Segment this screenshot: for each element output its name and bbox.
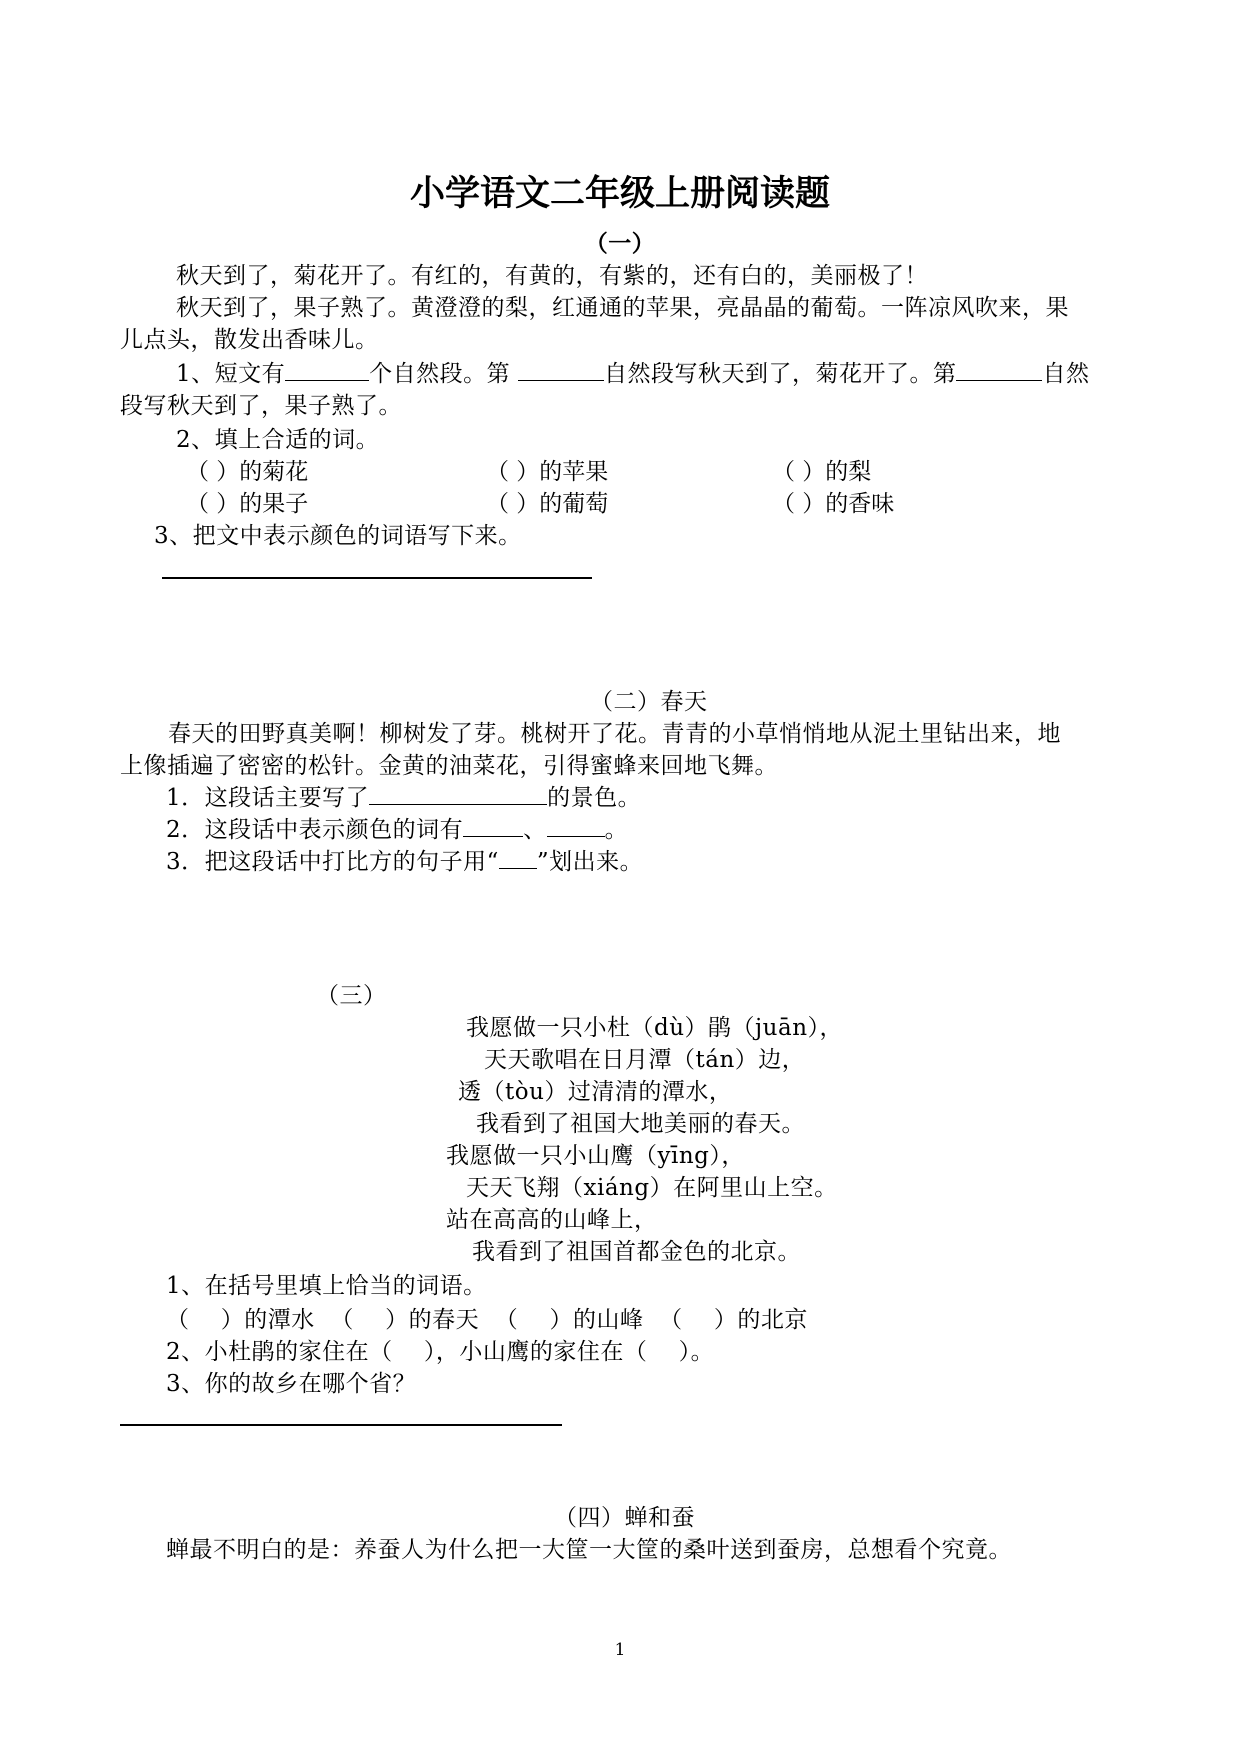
section1-para1: 秋天到了，菊花开了。有红的，有黄的，有紫的，还有白的，美丽极了！	[176, 263, 928, 289]
section1-question1-line2: 段写秋天到了，果子熟了。	[120, 393, 402, 419]
poem-line-6: 天天飞翔（xiáng）在阿里山上空。	[466, 1175, 838, 1201]
section1-para2-line2: 儿点头，散发出香味儿。	[120, 327, 379, 353]
s2-q1-blank[interactable]	[369, 782, 547, 805]
page-title: 小学语文二年级上册阅读题	[409, 173, 830, 214]
section4-para: 蝉最不明白的是：养蚕人为什么把一大筐一大筐的桑叶送到蚕房，总想看个究竟。	[166, 1537, 1012, 1563]
fill-item-chrysanthemum[interactable]: （ ）的菊花	[186, 459, 309, 485]
section4-heading: （四）蝉和蚕	[554, 1505, 695, 1531]
fill-item-grape[interactable]: （ ）的葡萄	[486, 491, 609, 517]
fill-item-fragrance[interactable]: （ ）的香味	[772, 491, 895, 517]
fill-item-fruit[interactable]: （ ）的果子	[186, 491, 309, 517]
q1-blank-para-a[interactable]	[518, 358, 604, 381]
s2-q2-blank-1[interactable]	[463, 814, 523, 837]
s2-q3-underline-sample	[499, 846, 537, 869]
s2-q2-text-b: 、	[523, 817, 547, 843]
poem-line-1: 我愿做一只小杜（dù）鹃（juān），	[466, 1015, 844, 1041]
s2-q2-text-a: 2．这段话中表示颜色的词有	[166, 817, 464, 843]
s2-q2-text-c: 。	[604, 817, 629, 843]
section2-question3	[166, 846, 643, 878]
s2-q1-text-b: 的景色。	[547, 785, 642, 811]
section1-question2: 2、填上合适的词。	[176, 427, 380, 453]
section2-para-line2: 上像插遍了密密的松针。金黄的油菜花，引得蜜蜂来回地飞舞。	[120, 753, 778, 779]
section1-question3: 3、把文中表示颜色的词语写下来。	[154, 523, 522, 549]
section1-heading: （一）	[584, 230, 656, 257]
section1-para2-line1: 秋天到了，果子熟了。黄澄澄的梨，红通通的苹果，亮晶晶的葡萄。一阵凉风吹来，果	[176, 295, 1069, 321]
section3-heading: （三）	[316, 983, 387, 1009]
q1-text-c: 自然段写秋天到了，菊花开了。第	[603, 361, 957, 387]
poem-line-4: 我看到了祖国大地美丽的春天。	[476, 1111, 805, 1137]
section2-question1	[166, 782, 641, 814]
section3-question1: 1、在括号里填上恰当的词语。	[166, 1273, 487, 1299]
s2-q1-text-a: 1．这段话主要写了	[166, 785, 370, 811]
poem-line-3: 透（tòu）过清清的潭水，	[458, 1079, 733, 1105]
section1-question1	[176, 358, 1089, 390]
answer-line-colors[interactable]	[162, 577, 592, 579]
s2-q3-text-b: ”划出来。	[536, 849, 644, 875]
q1-text-d: 自然	[1042, 361, 1090, 387]
section3-question3: 3、你的故乡在哪个省？	[166, 1371, 417, 1397]
fill-item-apple[interactable]: （ ）的苹果	[486, 459, 609, 485]
q1-text-b: 个自然段。第	[369, 361, 518, 387]
section3-question2[interactable]: 2、小杜鹃的家住在（ ），小山鹰的家住在（ ）。	[166, 1339, 715, 1365]
poem-line-2: 天天歌唱在日月潭（tán）边，	[484, 1047, 806, 1073]
fill-item-pear[interactable]: （ ）的梨	[772, 459, 872, 485]
q1-text-a: 1、短文有	[176, 361, 286, 387]
section2-question2	[166, 814, 628, 846]
section3-question1-fill[interactable]: （ ）的潭水 （ ）的春天 （ ）的山峰 （ ）的北京	[166, 1307, 808, 1333]
s2-q2-blank-2[interactable]	[547, 814, 605, 837]
poem-line-8: 我看到了祖国首都金色的北京。	[472, 1239, 801, 1265]
s2-q3-text-a: 3．把这段话中打比方的句子用“	[166, 849, 499, 875]
page-number: 1	[614, 1640, 626, 1660]
poem-line-7: 站在高高的山峰上，	[446, 1207, 658, 1233]
q1-blank-count[interactable]	[285, 358, 369, 381]
q1-blank-para-b[interactable]	[956, 358, 1042, 381]
section2-para-line1: 春天的田野真美啊！柳树发了芽。桃树开了花。青青的小草悄悄地从泥土里钻出来，地	[168, 721, 1061, 747]
answer-line-province[interactable]	[120, 1424, 562, 1426]
section2-heading: （二）春天	[590, 689, 708, 715]
poem-line-5: 我愿做一只小山鹰（yīng），	[446, 1143, 745, 1169]
